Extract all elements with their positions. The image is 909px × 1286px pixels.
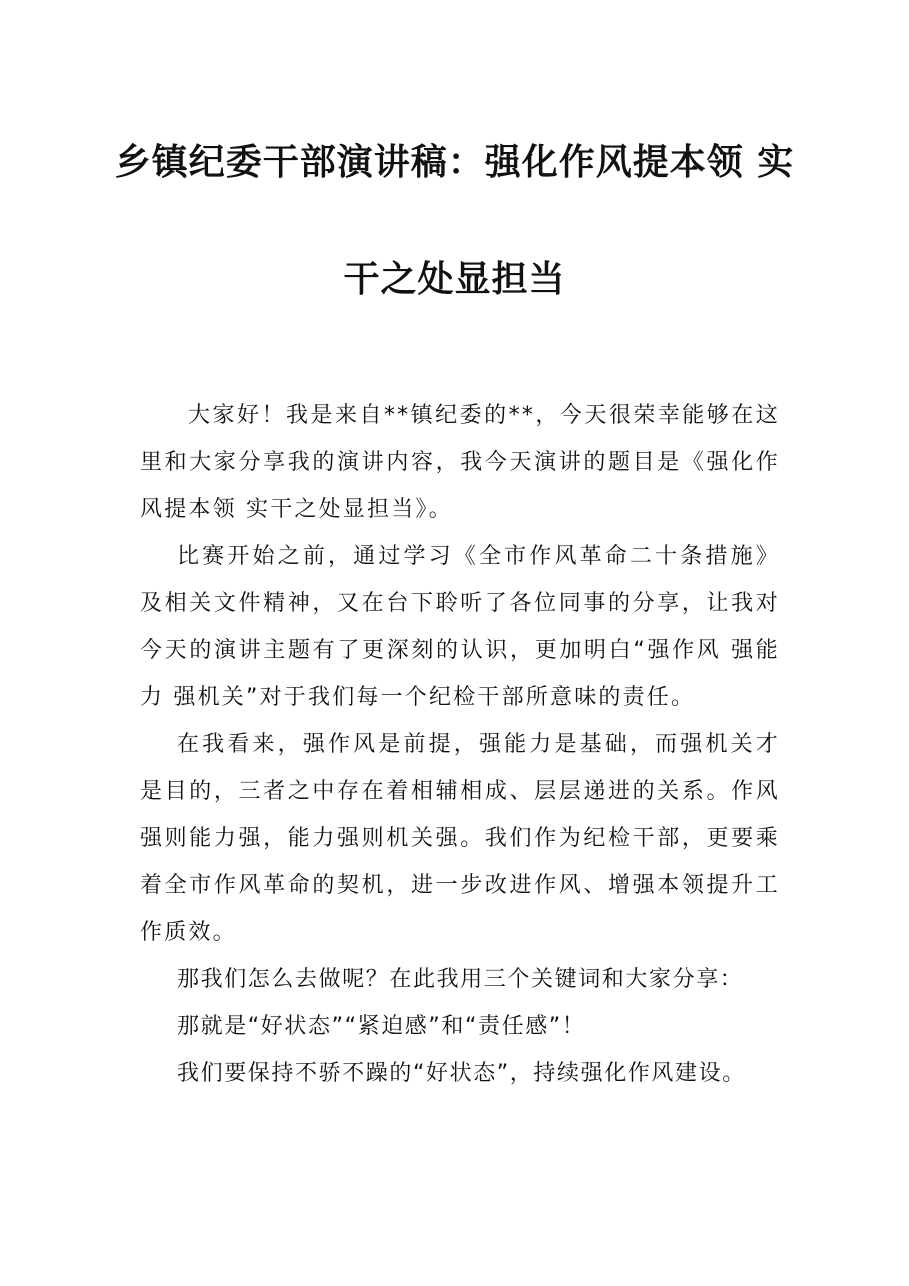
paragraph-view: 在我看来，强作风是前提，强能力是基础，而强机关才是目的，三者之中存在着相辅相成、层层递进的关系。作风强则能力强，能力强则机关强。我们作为纪检干部，更要乘着全市作风革命的契机，进一步改进作风、增强本领提升工作质效。	[140, 732, 780, 945]
paragraph-greeting: 大家好！我是来自**镇纪委的**，今天很荣幸能够在这里和大家分享我的演讲内容，我今天演讲的题目是《强化作风提本领 实干之处显担当》。	[140, 403, 780, 522]
paragraph-study: 比赛开始之前，通过学习《全市作风革命二十条措施》及相关文件精神，又在台下聆听了各位同事的分享，让我对今天的演讲主题有了更深刻的认识，更加明白“强作风 强能力 强机关”对于我们每一个纪检干部所意味的责任。	[140, 544, 780, 710]
paragraph-question: 那我们怎么去做呢？在此我用三个关键词和大家分享：	[177, 967, 744, 992]
paragraph-good-state: 我们要保持不骄不躁的“好状态”，持续强化作风建设。	[177, 1061, 746, 1086]
paragraph-keywords: 那就是“好状态”“紧迫感”和“责任感”！	[177, 1014, 586, 1039]
document-body	[140, 392, 780, 1097]
document-title-line-2: 干之处显担当	[343, 258, 566, 300]
document-title-line-1: 乡镇纪委干部演讲稿：强化作风提本领 实	[114, 141, 795, 183]
